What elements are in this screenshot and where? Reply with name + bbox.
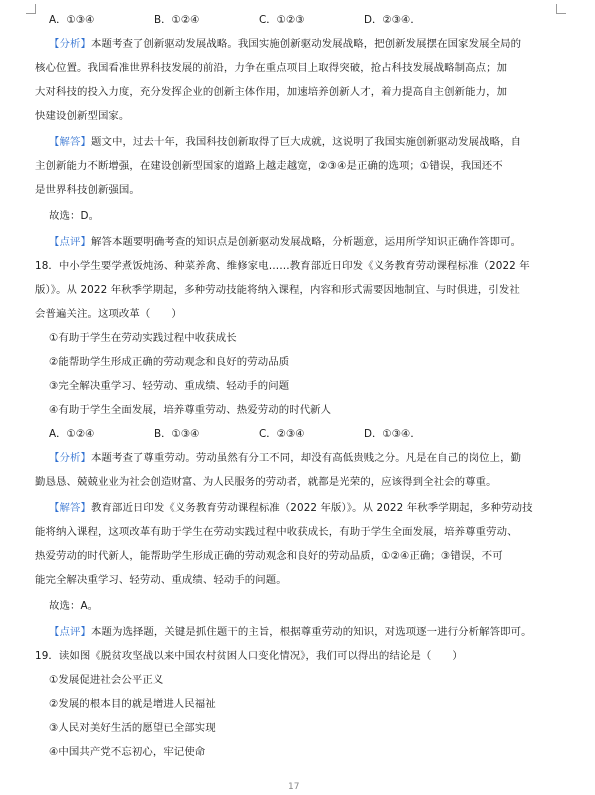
q17-analysis-line-4: 快建设创新型国家。 <box>35 110 130 122</box>
q18-stem-line-1: 18．中小学生要学煮饭炖汤、种菜养禽、维修家电……教育部近日印发《义务教育劳动课程标准（2022 年 <box>35 260 530 272</box>
q17-answer-line-2: 主创新能力不断增强，在建设创新型国家的道路上越走越宽，②③④是正确的选项；①错误，我国还不 <box>35 160 503 172</box>
q17-options <box>35 14 560 27</box>
q18-answer-line-3: 热爱劳动的时代新人，能帮助学生形成正确的劳动观念和良好的劳动品质，①②④正确；③错误，不可 <box>35 550 503 562</box>
analysis-tag: 【分析】 <box>49 452 91 464</box>
analysis-tag: 【分析】 <box>49 38 91 50</box>
q18-choice: 故选：A。 <box>49 600 99 612</box>
comment-tag: 【点评】 <box>49 626 91 638</box>
q17-analysis-line-2: 核心位置。我国看准世界科技发展的前沿，力争在重点项目上取得突破，抢占科技发展战略制高点；加 <box>35 62 508 74</box>
q19-statement-1: ①发展促进社会公平正义 <box>49 674 164 686</box>
q18-stem-line-2: 版）》。从 2022 年秋季学期起，多种劳动技能将纳入课程，内容和形式需要因地制宜、与时俱进，引发社 <box>35 284 520 296</box>
comment-tag: 【点评】 <box>49 236 91 248</box>
q18-stem-line-3: 会普遍关注。这项改革（ ） <box>35 308 182 320</box>
q18-statement-4: ④有助于学生全面发展，培养尊重劳动、热爱劳动的时代新人 <box>49 404 332 416</box>
q18-analysis-line-1: 【分析】本题考查了尊重劳动。劳动虽然有分工不同，却没有高低贵贱之分。凡是在自己的岗位上，勤 <box>49 452 522 464</box>
q18-answer-line-4: 能完全解决重学习、轻劳动、重成绩、轻动手的问题。 <box>35 574 287 586</box>
q17-choice: 故选：D。 <box>49 210 100 222</box>
q18-option-a: A．①②④ <box>49 428 95 440</box>
answer-tag: 【解答】 <box>49 502 91 514</box>
q19-statement-4: ④中国共产党不忘初心，牢记使命 <box>49 746 206 758</box>
q18-statement-1: ①有助于学生在劳动实践过程中收获成长 <box>49 332 237 344</box>
q18-option-b: B．①③④ <box>154 428 200 440</box>
q17-answer-line-3: 是世界科技创新强国。 <box>35 184 140 196</box>
q18-options <box>35 428 560 441</box>
q18-comment: 【点评】本题为选择题，关键是抓住题干的主旨，根据尊重劳动的知识，对选项逐一进行分析解答即可。 <box>49 626 532 638</box>
answer-tag: 【解答】 <box>49 136 91 148</box>
q17-analysis-line-3: 大对科技的投入力度，充分发挥企业的创新主体作用，加速培养创新人才，着力提高自主创新能力，加 <box>35 86 508 98</box>
crop-mark-top-right <box>556 4 566 14</box>
q18-analysis-line-2: 勤恳恳、兢兢业业为社会创造财富、为人民服务的劳动者，就都是光荣的，应该得到全社会的尊重。 <box>35 476 497 488</box>
q18-statement-2: ②能帮助学生形成正确的劳动观念和良好的劳动品质 <box>49 356 290 368</box>
q18-option-d: D．①③④． <box>364 428 421 440</box>
q17-option-c: C．①②③ <box>259 14 305 26</box>
q17-comment: 【点评】解答本题要明确考查的知识点是创新驱动发展战略，分析题意，运用所学知识正确作答即可。 <box>49 236 522 248</box>
q18-answer-line-1: 【解答】教育部近日印发《义务教育劳动课程标准（2022 年版）》。从 2022 年秋季学期起，多种劳动技 <box>49 502 533 514</box>
q19-statement-2: ②发展的根本目的就是增进人民福祉 <box>49 698 216 710</box>
q17-option-a: A．①③④ <box>49 14 95 26</box>
page-footer <box>0 782 595 795</box>
page-content <box>35 14 560 759</box>
q18-option-c: C．②③④ <box>259 428 305 440</box>
q17-option-b: B．①②④ <box>154 14 200 26</box>
q18-statement-3: ③完全解决重学习、轻劳动、重成绩、轻动手的问题 <box>49 380 290 392</box>
q18-answer-line-2: 能将纳入课程，这项改革有助于学生在劳动实践过程中收获成长，有助于学生全面发展，培养尊重劳动、 <box>35 526 518 538</box>
crop-mark-top-left <box>26 4 36 14</box>
q17-analysis-line-1: 【分析】本题考查了创新驱动发展战略。我国实施创新驱动发展战略，把创新发展摆在国家发展全局的 <box>49 38 522 50</box>
q19-stem: 19．读如图《脱贫攻坚战以来中国农村贫困人口变化情况》，我们可以得出的结论是（ ） <box>35 650 463 662</box>
q17-answer-line-1: 【解答】题文中，过去十年，我国科技创新取得了巨大成就，这说明了我国实施创新驱动发展战略，自 <box>49 136 522 148</box>
page-number: 17 <box>288 782 300 792</box>
q19-statement-3: ③人民对美好生活的愿望已全部实现 <box>49 722 216 734</box>
q17-option-d: D．②③④． <box>364 14 421 26</box>
